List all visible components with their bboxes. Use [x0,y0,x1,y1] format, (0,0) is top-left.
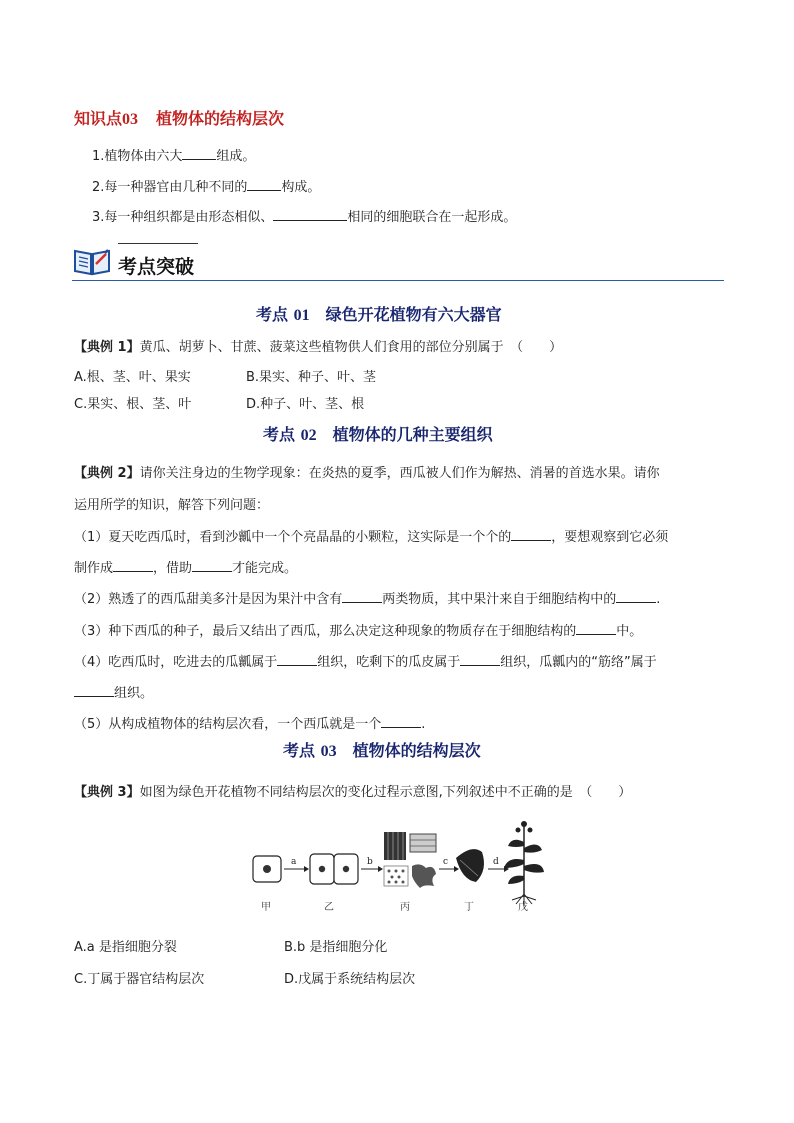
example-2-tag: 【典例 2】 [74,466,140,481]
example-3-option-c[interactable]: C.丁属于器官结构层次 [74,972,205,987]
kaodian-3-title [283,738,481,761]
q3-text-b: 中。 [616,624,643,639]
example-2-intro-1: 请你关注身边的生物学现象：在炎热的夏季，西瓜被人们作为解热、消暑的首选水果。请你 [139,466,660,481]
answer-blank[interactable] [113,559,153,572]
kaodian-2-number: 02 [300,427,317,444]
arrow-a-icon [284,857,309,872]
q4-text-a: （4）吃西瓜时，吃进去的瓜瓤属于 [74,655,278,670]
example-3-option-d[interactable]: D.戊属于系统结构层次 [284,972,416,987]
answer-blank[interactable] [381,715,421,728]
example-1-question [74,336,562,355]
answer-blank[interactable] [247,178,281,191]
q4-text-c: 组织，瓜瓤内的“筋络”属于 [500,655,657,670]
section-number: 03 [122,111,139,128]
arrow-label-c: c [443,857,449,867]
banner-rule [72,280,724,281]
label-yi: 乙 [324,902,334,913]
arrow-label-b: b [367,857,373,867]
label-jia: 甲 [261,902,271,913]
plant-structure-figure [250,818,560,914]
knowledge-item-3-post: 相同的细胞联合在一起形成。 [347,210,517,225]
example-1-option-c[interactable]: C.果实、根、茎、叶 [74,397,192,412]
answer-blank[interactable] [511,528,551,541]
q4-text-b: 组织，吃剩下的瓜皮属于 [317,655,461,670]
q2-text-c: . [656,592,661,607]
example-2-intro-line-1 [74,462,660,481]
example-3-option-b[interactable]: B.b 是指细胞分化 [284,940,388,955]
kaodian-3-text: 植物体的结构层次 [352,741,481,760]
q2-text-a: （2）熟透了的西瓜甜美多汁是因为果汁中含有 [74,592,343,607]
kaodian-2-text: 植物体的几种主要组织 [332,425,493,444]
example-2-intro-line-2: 运用所学的知识，解答下列问题： [74,498,270,513]
answer-blank[interactable] [74,684,114,697]
tissues-icon [384,832,436,888]
arrow-b-icon [361,857,383,872]
example-3-question [74,781,631,800]
answer-blank[interactable] [192,559,232,572]
example-2-q1-line-2 [74,557,297,576]
example-2-q1-line-1 [74,526,668,545]
book-icon [72,245,112,281]
q1-text-e: 才能完成。 [232,561,298,576]
knowledge-item-1 [92,145,255,164]
kaodian-3-number: 03 [320,743,337,760]
q5-text-b: . [421,717,426,732]
example-2-q2 [74,588,660,607]
example-2-q5 [74,713,425,732]
kaodian-3-label: 考点 [283,741,316,760]
kaodian-1-number: 01 [293,307,310,324]
answer-blank[interactable] [182,147,216,160]
example-3-text: 如图为绿色开花植物不同结构层次的变化过程示意图,下列叙述中不正确的是 （ ） [139,785,632,800]
q1-text-a: （1）夏天吃西瓜时，看到沙瓤中一个个亮晶晶的小颗粒，这实际是一个个的 [74,530,512,545]
kaodian-1-label: 考点 [256,305,289,324]
banner-title: 考点突破 [118,256,195,278]
example-2-q4-line-1 [74,651,657,670]
section-label: 知识点 [74,109,123,128]
example-1-option-b[interactable]: B.果实、种子、叶、茎 [246,370,377,385]
arrow-label-a: a [291,857,297,867]
label-bing: 丙 [400,902,410,913]
answer-blank[interactable] [273,208,347,221]
example-1-text: 黄瓜、胡萝卜、甘蔗、菠菜这些植物供人们食用的部位分别属于 （ ） [139,340,563,355]
arrow-label-d: d [493,857,499,867]
example-3-tag: 【典例 3】 [74,785,140,800]
q2-text-b: 两类物质，其中果汁来自于细胞结构中的 [382,592,617,607]
knowledge-item-2-post: 构成。 [281,180,321,195]
q1-text-d: ，借助 [153,561,193,576]
knowledge-item-1-post: 组成。 [216,149,256,164]
q3-text-a: （3）种下西瓜的种子，最后又结出了西瓜，那么决定这种现象的物质存在于细胞结构的 [74,624,577,639]
kaodian-1-text: 绿色开花植物有六大器官 [325,305,502,324]
knowledge-item-3 [92,206,516,225]
q5-text-a: （5）从构成植物体的结构层次看，一个西瓜就是一个 [74,717,382,732]
cell-icon [253,856,281,882]
answer-blank[interactable] [460,653,500,666]
label-wu: 戊 [518,902,528,913]
example-2-q3 [74,620,642,639]
q4-text-d: 组织。 [114,686,154,701]
knowledge-item-2 [92,176,320,195]
example-2-q4-line-2 [74,682,153,701]
answer-blank[interactable] [616,590,656,603]
label-ding: 丁 [464,902,474,913]
dividing-cells-icon [310,854,358,884]
example-3-option-a[interactable]: A.a 是指细胞分裂 [74,940,177,955]
knowledge-item-3-pre: 3.每一种组织都是由形态相似、 [92,210,274,225]
knowledge-item-2-pre: 2.每一种器官由几种不同的 [92,180,248,195]
kaodian-1-title [256,302,502,325]
example-1-option-d[interactable]: D.种子、叶、茎、根 [246,397,365,412]
kaodian-2-label: 考点 [263,425,296,444]
banner-top-rule [118,243,198,244]
plant-icon [504,821,544,906]
section-title [74,106,284,129]
knowledge-item-1-pre: 1.植物体由六大 [92,149,183,164]
answer-blank[interactable] [277,653,317,666]
kaodian-2-title [263,422,493,445]
example-1-tag: 【典例 1】 [74,340,140,355]
leaf-icon [456,849,484,882]
example-1-option-a[interactable]: A.根、茎、叶、果实 [74,370,191,385]
answer-blank[interactable] [342,590,382,603]
section-heading-text: 植物体的结构层次 [156,109,285,128]
q1-text-c: 制作成 [74,561,114,576]
answer-blank[interactable] [576,622,616,635]
q1-text-b: ，要想观察到它必须 [551,530,669,545]
